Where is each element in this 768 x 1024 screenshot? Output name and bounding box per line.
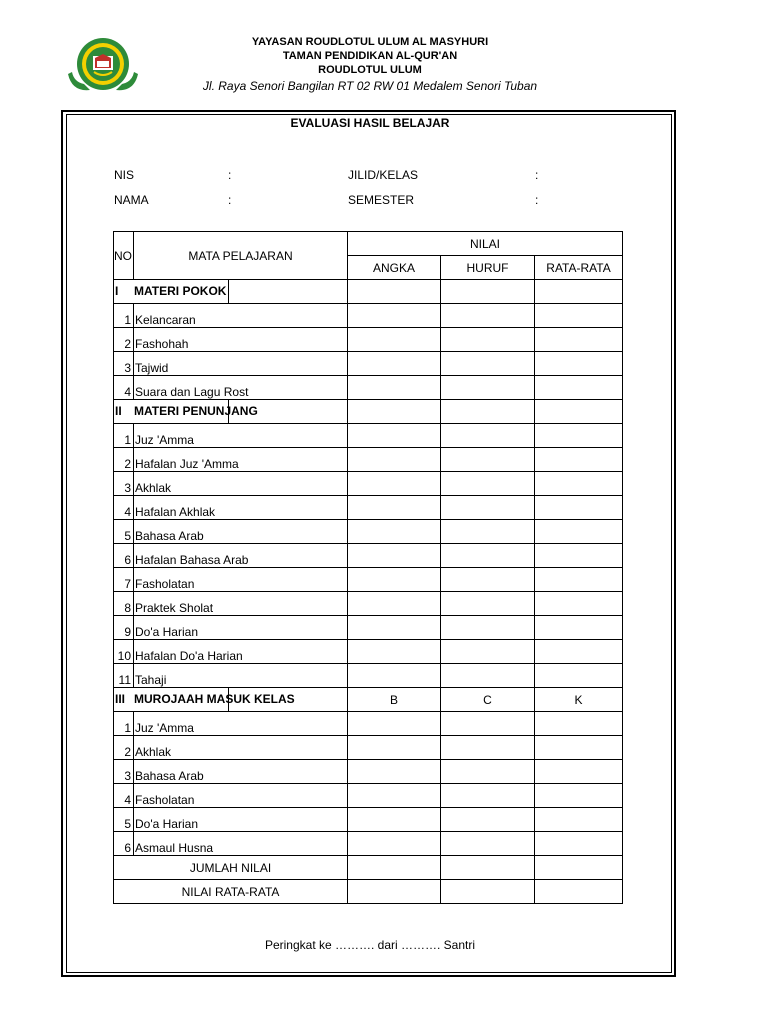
header-nilai: NILAI bbox=[348, 232, 623, 256]
section-title: MATERI POKOK bbox=[134, 284, 227, 298]
average-row-value-cell[interactable] bbox=[348, 880, 441, 904]
grade-cell-rata[interactable] bbox=[535, 640, 623, 664]
table-row bbox=[114, 424, 623, 448]
section-divider bbox=[228, 688, 229, 711]
header-huruf: HURUF bbox=[441, 256, 535, 280]
table-row bbox=[114, 568, 623, 592]
grade-cell-angka[interactable] bbox=[348, 760, 441, 784]
table-row bbox=[114, 736, 623, 760]
grade-cell-huruf[interactable] bbox=[441, 664, 535, 688]
subject-name: Bahasa Arab bbox=[134, 760, 348, 784]
section-roman: II bbox=[115, 404, 122, 418]
row-number: 5 bbox=[114, 808, 134, 832]
grade-cell-rata[interactable] bbox=[535, 496, 623, 520]
row-number: 6 bbox=[114, 544, 134, 568]
table-row bbox=[114, 592, 623, 616]
grade-cell-rata[interactable] bbox=[535, 592, 623, 616]
row-number: 3 bbox=[114, 760, 134, 784]
table-row bbox=[114, 640, 623, 664]
section-divider bbox=[228, 400, 229, 423]
school-name: ROUDLOTUL ULUM bbox=[318, 64, 422, 76]
subject-name: Juz 'Amma bbox=[134, 712, 348, 736]
section-title: MATERI PENUNJANG bbox=[134, 404, 258, 418]
grade-cell-rata[interactable] bbox=[535, 376, 623, 400]
subject-name: Do'a Harian bbox=[134, 616, 348, 640]
subject-name: Tajwid bbox=[134, 352, 348, 376]
subject-name: Kelancaran bbox=[134, 304, 348, 328]
grade-cell-rata[interactable] bbox=[535, 616, 623, 640]
grade-cell-rata[interactable] bbox=[535, 784, 623, 808]
school-address: Jl. Raya Senori Bangilan RT 02 RW 01 Medalem Senori Tuban bbox=[202, 79, 538, 93]
header-no: NO bbox=[114, 232, 134, 280]
semester-colon: : bbox=[535, 193, 539, 207]
grade-cell-rata[interactable] bbox=[535, 352, 623, 376]
grade-cell-huruf[interactable] bbox=[441, 568, 535, 592]
evaluation-table bbox=[113, 231, 623, 904]
row-number: 2 bbox=[114, 736, 134, 760]
row-number: 1 bbox=[114, 304, 134, 328]
subject-name: Hafalan Juz 'Amma bbox=[134, 448, 348, 472]
grade-cell-huruf[interactable] bbox=[441, 592, 535, 616]
ranking-line: Peringkat ke ………. dari ………. Santri bbox=[264, 938, 476, 952]
nis-colon: : bbox=[228, 168, 232, 182]
grade-cell-rata[interactable] bbox=[535, 832, 623, 856]
total-row-label: JUMLAH NILAI bbox=[114, 856, 348, 880]
table-row bbox=[114, 784, 623, 808]
grade-cell-huruf[interactable] bbox=[441, 376, 535, 400]
grade-cell-angka[interactable] bbox=[348, 592, 441, 616]
section-grade-cell bbox=[441, 280, 535, 304]
grade-cell-rata[interactable] bbox=[535, 808, 623, 832]
table-row bbox=[114, 304, 623, 328]
grade-cell-huruf[interactable] bbox=[441, 712, 535, 736]
grade-cell-rata[interactable] bbox=[535, 448, 623, 472]
grade-cell-angka[interactable] bbox=[348, 784, 441, 808]
row-number: 1 bbox=[114, 712, 134, 736]
subject-name: Fasholatan bbox=[134, 784, 348, 808]
grade-cell-huruf[interactable] bbox=[441, 304, 535, 328]
table-row bbox=[114, 664, 623, 688]
subject-name: Hafalan Bahasa Arab bbox=[134, 544, 348, 568]
section-row bbox=[114, 688, 623, 712]
row-number: 7 bbox=[114, 568, 134, 592]
grade-cell-rata[interactable] bbox=[535, 520, 623, 544]
grade-cell-angka[interactable] bbox=[348, 448, 441, 472]
grade-cell-angka[interactable] bbox=[348, 664, 441, 688]
grade-cell-rata[interactable] bbox=[535, 568, 623, 592]
grade-cell-angka[interactable] bbox=[348, 472, 441, 496]
grade-cell-angka[interactable] bbox=[348, 640, 441, 664]
section-row bbox=[114, 400, 623, 424]
section-grade-cell bbox=[348, 280, 441, 304]
grade-cell-huruf[interactable] bbox=[441, 448, 535, 472]
grade-cell-angka[interactable] bbox=[348, 496, 441, 520]
table-row bbox=[114, 832, 623, 856]
jilid-colon: : bbox=[535, 168, 539, 182]
row-number: 2 bbox=[114, 448, 134, 472]
subject-name: Do'a Harian bbox=[134, 808, 348, 832]
average-row-label: NILAI RATA-RATA bbox=[114, 880, 348, 904]
foundation-name: YAYASAN ROUDLOTUL ULUM AL MASYHURI bbox=[251, 36, 489, 48]
table-row bbox=[114, 496, 623, 520]
grade-cell-angka[interactable] bbox=[348, 832, 441, 856]
document-title: EVALUASI HASIL BELAJAR bbox=[290, 116, 450, 130]
total-row bbox=[114, 856, 623, 880]
grade-cell-huruf[interactable] bbox=[441, 328, 535, 352]
grade-cell-huruf[interactable] bbox=[441, 832, 535, 856]
grade-cell-huruf[interactable] bbox=[441, 736, 535, 760]
table-row bbox=[114, 352, 623, 376]
subject-name: Akhlak bbox=[134, 472, 348, 496]
grade-cell-angka[interactable] bbox=[348, 352, 441, 376]
grade-cell-angka[interactable] bbox=[348, 304, 441, 328]
grade-cell-angka[interactable] bbox=[348, 736, 441, 760]
grade-cell-huruf[interactable] bbox=[441, 640, 535, 664]
grade-cell-huruf[interactable] bbox=[441, 472, 535, 496]
grade-cell-angka[interactable] bbox=[348, 328, 441, 352]
grade-cell-rata[interactable] bbox=[535, 424, 623, 448]
grade-cell-rata[interactable] bbox=[535, 712, 623, 736]
header-angka: ANGKA bbox=[348, 256, 441, 280]
grade-cell-angka[interactable] bbox=[348, 568, 441, 592]
section-grade-cell: C bbox=[441, 688, 535, 712]
total-row-value-cell[interactable] bbox=[535, 856, 623, 880]
row-number: 3 bbox=[114, 352, 134, 376]
average-row bbox=[114, 880, 623, 904]
grade-cell-huruf[interactable] bbox=[441, 808, 535, 832]
section-header bbox=[114, 280, 348, 304]
subject-name: Hafalan Akhlak bbox=[134, 496, 348, 520]
grade-cell-huruf[interactable] bbox=[441, 496, 535, 520]
grade-cell-rata[interactable] bbox=[535, 328, 623, 352]
school-logo-icon bbox=[64, 34, 142, 96]
table-row bbox=[114, 520, 623, 544]
school-type: TAMAN PENDIDIKAN AL-QUR'AN bbox=[282, 50, 458, 62]
table-row bbox=[114, 712, 623, 736]
grade-cell-huruf[interactable] bbox=[441, 424, 535, 448]
section-roman: III bbox=[115, 692, 126, 706]
average-row-value-cell[interactable] bbox=[535, 880, 623, 904]
table-row bbox=[114, 808, 623, 832]
grade-cell-rata[interactable] bbox=[535, 304, 623, 328]
grade-cell-huruf[interactable] bbox=[441, 520, 535, 544]
table-row bbox=[114, 376, 623, 400]
table-row bbox=[114, 472, 623, 496]
subject-name: Praktek Sholat bbox=[134, 592, 348, 616]
row-number: 6 bbox=[114, 832, 134, 856]
section-row bbox=[114, 280, 623, 304]
header-rata-rata: RATA-RATA bbox=[535, 256, 623, 280]
grade-cell-huruf[interactable] bbox=[441, 616, 535, 640]
section-header bbox=[114, 688, 348, 712]
table-row bbox=[114, 328, 623, 352]
subject-name: Bahasa Arab bbox=[134, 520, 348, 544]
subject-name: Akhlak bbox=[134, 736, 348, 760]
grade-cell-angka[interactable] bbox=[348, 424, 441, 448]
section-grade-cell: B bbox=[348, 688, 441, 712]
table-row bbox=[114, 544, 623, 568]
section-roman: I bbox=[115, 284, 119, 298]
jilid-label: JILID/KELAS bbox=[348, 168, 419, 182]
grade-cell-rata[interactable] bbox=[535, 736, 623, 760]
row-number: 11 bbox=[114, 664, 134, 688]
grade-cell-angka[interactable] bbox=[348, 616, 441, 640]
grade-cell-huruf[interactable] bbox=[441, 544, 535, 568]
subject-name: Fasholatan bbox=[134, 568, 348, 592]
subject-name: Suara dan Lagu Rost bbox=[134, 376, 348, 400]
header-mata-pelajaran: MATA PELAJARAN bbox=[134, 232, 348, 280]
row-number: 9 bbox=[114, 616, 134, 640]
grade-cell-rata[interactable] bbox=[535, 544, 623, 568]
subject-name: Tahaji bbox=[134, 664, 348, 688]
grade-cell-rata[interactable] bbox=[535, 760, 623, 784]
nama-label: NAMA bbox=[114, 193, 149, 207]
section-grade-cell bbox=[535, 280, 623, 304]
nis-label: NIS bbox=[114, 168, 135, 182]
average-row-value-cell[interactable] bbox=[441, 880, 535, 904]
row-number: 10 bbox=[114, 640, 134, 664]
nama-colon: : bbox=[228, 193, 232, 207]
table-row bbox=[114, 616, 623, 640]
grade-cell-angka[interactable] bbox=[348, 712, 441, 736]
row-number: 2 bbox=[114, 328, 134, 352]
grade-cell-angka[interactable] bbox=[348, 544, 441, 568]
section-grade-cell bbox=[441, 400, 535, 424]
subject-name: Fashohah bbox=[134, 328, 348, 352]
table-row bbox=[114, 760, 623, 784]
row-number: 5 bbox=[114, 520, 134, 544]
grade-cell-rata[interactable] bbox=[535, 664, 623, 688]
row-number: 1 bbox=[114, 424, 134, 448]
row-number: 4 bbox=[114, 376, 134, 400]
grade-cell-angka[interactable] bbox=[348, 520, 441, 544]
section-title: MUROJAAH MASUK KELAS bbox=[134, 692, 295, 706]
row-number: 4 bbox=[114, 496, 134, 520]
grade-cell-huruf[interactable] bbox=[441, 760, 535, 784]
row-number: 4 bbox=[114, 784, 134, 808]
section-header bbox=[114, 400, 348, 424]
grade-cell-huruf[interactable] bbox=[441, 352, 535, 376]
grade-cell-huruf[interactable] bbox=[441, 784, 535, 808]
section-grade-cell bbox=[348, 400, 441, 424]
grade-cell-rata[interactable] bbox=[535, 472, 623, 496]
subject-name: Hafalan Do'a Harian bbox=[134, 640, 348, 664]
row-number: 8 bbox=[114, 592, 134, 616]
total-row-value-cell[interactable] bbox=[348, 856, 441, 880]
grade-cell-angka[interactable] bbox=[348, 808, 441, 832]
section-grade-cell bbox=[535, 400, 623, 424]
grade-cell-angka[interactable] bbox=[348, 376, 441, 400]
table-row bbox=[114, 448, 623, 472]
section-divider bbox=[228, 280, 229, 303]
semester-label: SEMESTER bbox=[348, 193, 415, 207]
subject-name: Juz 'Amma bbox=[134, 424, 348, 448]
row-number: 3 bbox=[114, 472, 134, 496]
subject-name: Asmaul Husna bbox=[134, 832, 348, 856]
total-row-value-cell[interactable] bbox=[441, 856, 535, 880]
section-grade-cell: K bbox=[535, 688, 623, 712]
